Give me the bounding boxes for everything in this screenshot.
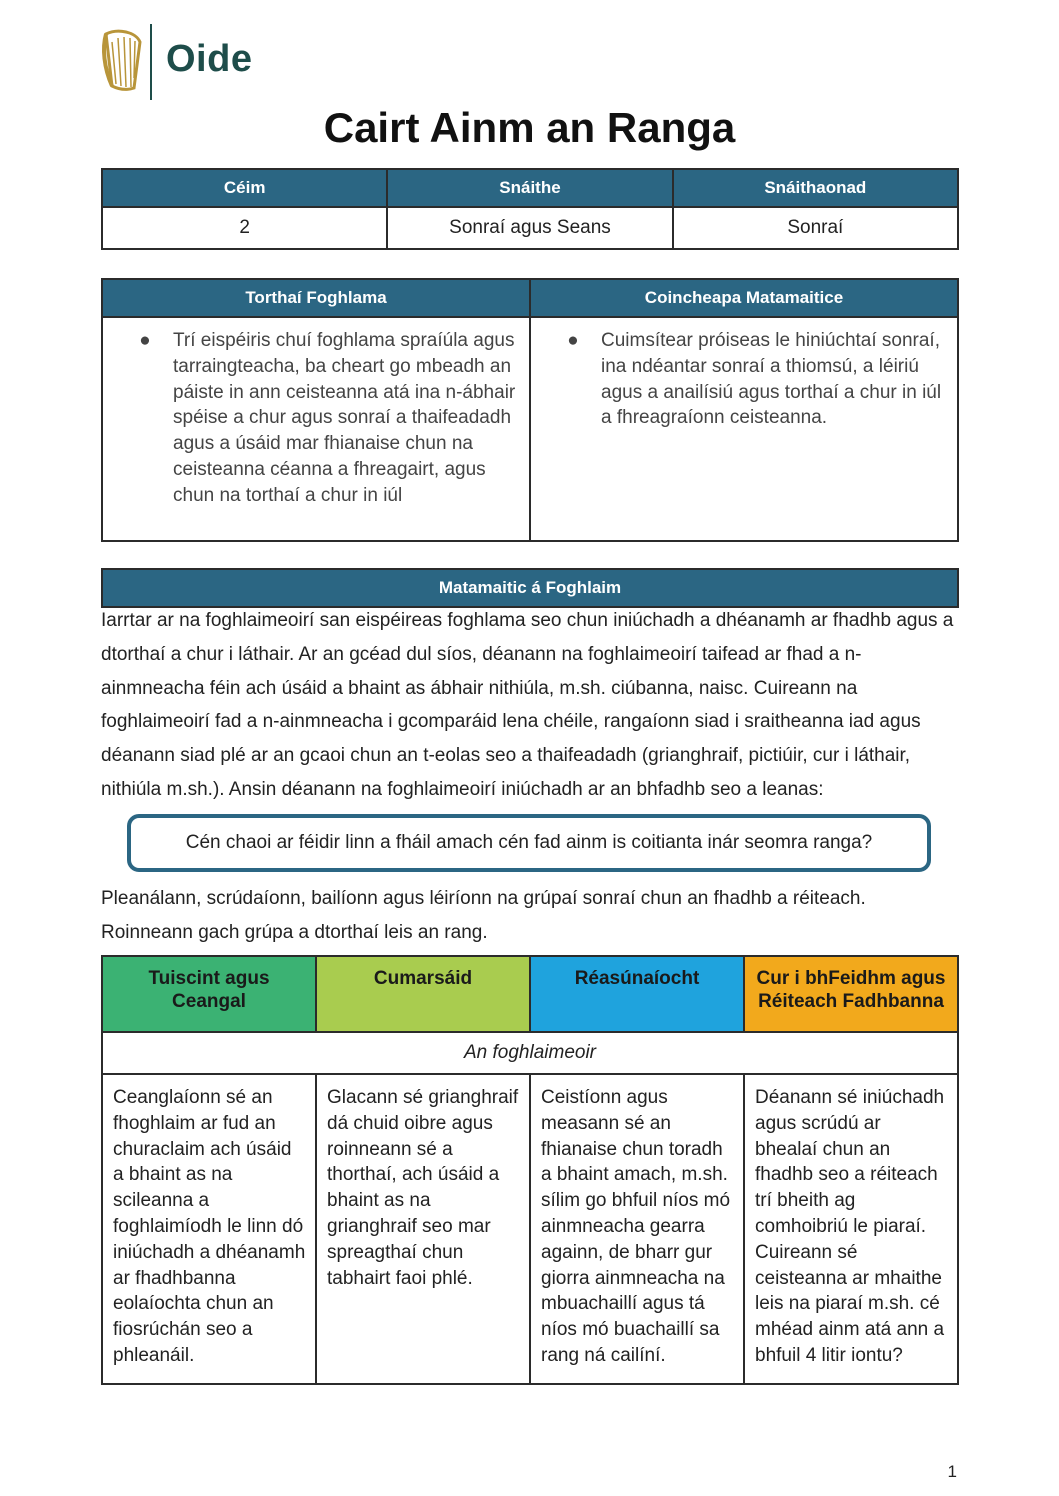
info-table: [101, 168, 959, 250]
list-item: [543, 328, 945, 431]
learner-label: An foghlaimeoir: [102, 1032, 958, 1074]
header-coincheapa-matamaitice: Coincheapa Matamaitice: [530, 279, 958, 317]
learning-outcomes-cell: [102, 317, 530, 541]
page-title: Cairt Ainm an Ranga: [323, 104, 736, 151]
math-concepts-cell: [530, 317, 958, 541]
bullet-icon: ●: [139, 330, 151, 351]
question-box: Cén chaoi ar féidir linn a fháil amach cén fad ainm is coitianta inár seomra ranga?: [127, 814, 931, 872]
desc-reasunaiocht: Ceistíonn agus measann sé an fhianaise chun toradh a bhaint amach, m.sh. sílim go bhfuil níos mó ainmneacha gearra againn, de bharr gur giorra ainmneacha na mbuachaillí agus tá níos mó buachaillí sa rang ná cailíní.: [530, 1074, 744, 1384]
harp-icon: [98, 28, 144, 94]
math-concept-text: Cuimsítear próiseas le hiniúchtaí sonraí, ina ndéantar sonraí a thiomsú, a léiriú agus a anailísiú agus torthaí a chur in iúl a fhreagraíonn ceisteanna.: [601, 330, 942, 429]
logo-divider: [150, 24, 152, 100]
header-snaithe: Snáithe: [387, 169, 672, 207]
section-header: Matamaitic á Foghlaim: [101, 568, 959, 608]
list-item: [115, 328, 517, 509]
header-torthai-foghlama: Torthaí Foghlama: [102, 279, 530, 317]
outcomes-table: [101, 278, 959, 542]
value-ceim: 2: [102, 207, 387, 249]
desc-tuiscint: Ceanglaíonn sé an fhoghlaim ar fud an churaclaim ach úsáid a bhaint as na scileanna a foghlaimíodh le linn dó iniúchadh a dhéanamh ar fhadhbanna eolaíochta chun an fiosrúchán seo a phleanáil.: [102, 1074, 316, 1384]
header-tuiscint-agus-ceangal: Tuiscint agus Ceangal: [102, 956, 316, 1032]
oide-logo: [96, 24, 266, 104]
header-cumarsaid: Cumarsáid: [316, 956, 530, 1032]
page-number: 1: [947, 1462, 957, 1481]
desc-cur-i-bhfeidhm: Déanann sé iniúchadh agus scrúdú ar bhealaí chun an fhadhb seo a réiteach trí bheith ag comhoibriú le piaraí. Cuireann sé ceisteanna ar mhaithe leis na piaraí m.sh. cé mhéad ainm atá ann a bhfuil 4 litir iontu?: [744, 1074, 958, 1384]
logo-text: Oide: [166, 38, 253, 80]
skills-table: [101, 955, 959, 1385]
intro-paragraph: Iarrtar ar na foghlaimeoirí san eispéireas foghlama seo chun iniúchadh a dhéanamh ar fhadhb agus a dtorthaí a chur i láthair. Ar an gcéad dul síos, déanann na foghlaimeoirí taifead ar fhad a n-ainmneacha féin ach úsáid a bhaint as ábhair nithiúla, m.sh. ciúbanna, naisc. Cuireann na foghlaimeoirí fad a n-ainmneacha i gcomparáid lena chéile, rangaíonn siad i sraitheanna iad agus déanann siad plé ar an gcaoi chun an t-eolas seo a thaifeadadh (grianghraif, pictiúir, cur i láthair, nithiúla m.sh.). Ansin déanann na foghlaimeoirí iniúchadh ar an bhfadhb seo a leanas:: [101, 610, 954, 800]
value-snaithaonad: Sonraí: [673, 207, 958, 249]
groups-paragraph: Pleanálann, scrúdaíonn, bailíonn agus léiríonn na grúpaí sonraí chun an fhadhb a réiteach. Roinneann gach grúpa a dtorthaí leis an rang.: [101, 888, 866, 943]
value-snaithe: Sonraí agus Seans: [387, 207, 672, 249]
header-snaithaonad: Snáithaonad: [673, 169, 958, 207]
header-ceim: Céim: [102, 169, 387, 207]
header-reasunaiocht: Réasúnaíocht: [530, 956, 744, 1032]
header-cur-i-bhfeidhm: Cur i bhFeidhm agus Réiteach Fadhbanna: [744, 956, 958, 1032]
bullet-icon: ●: [567, 330, 579, 351]
learning-outcome-text: Trí eispéiris chuí foghlama spraíúla agus tarraingteacha, ba cheart go mbeadh an páiste in ann ceisteanna atá ina n-ábhair spéise a chur agus sonraí a thaifeadadh agus a úsáid mar fhianaise chun na ceisteanna céanna a fhreagairt, agus chun na torthaí a chur in iúl: [173, 330, 516, 506]
desc-cumarsaid: Glacann sé grianghraif dá chuid oibre agus roinneann sé a thorthaí, ach úsáid a bhaint as na grianghraif seo mar spreagthaí chun tabhairt faoi phlé.: [316, 1074, 530, 1384]
